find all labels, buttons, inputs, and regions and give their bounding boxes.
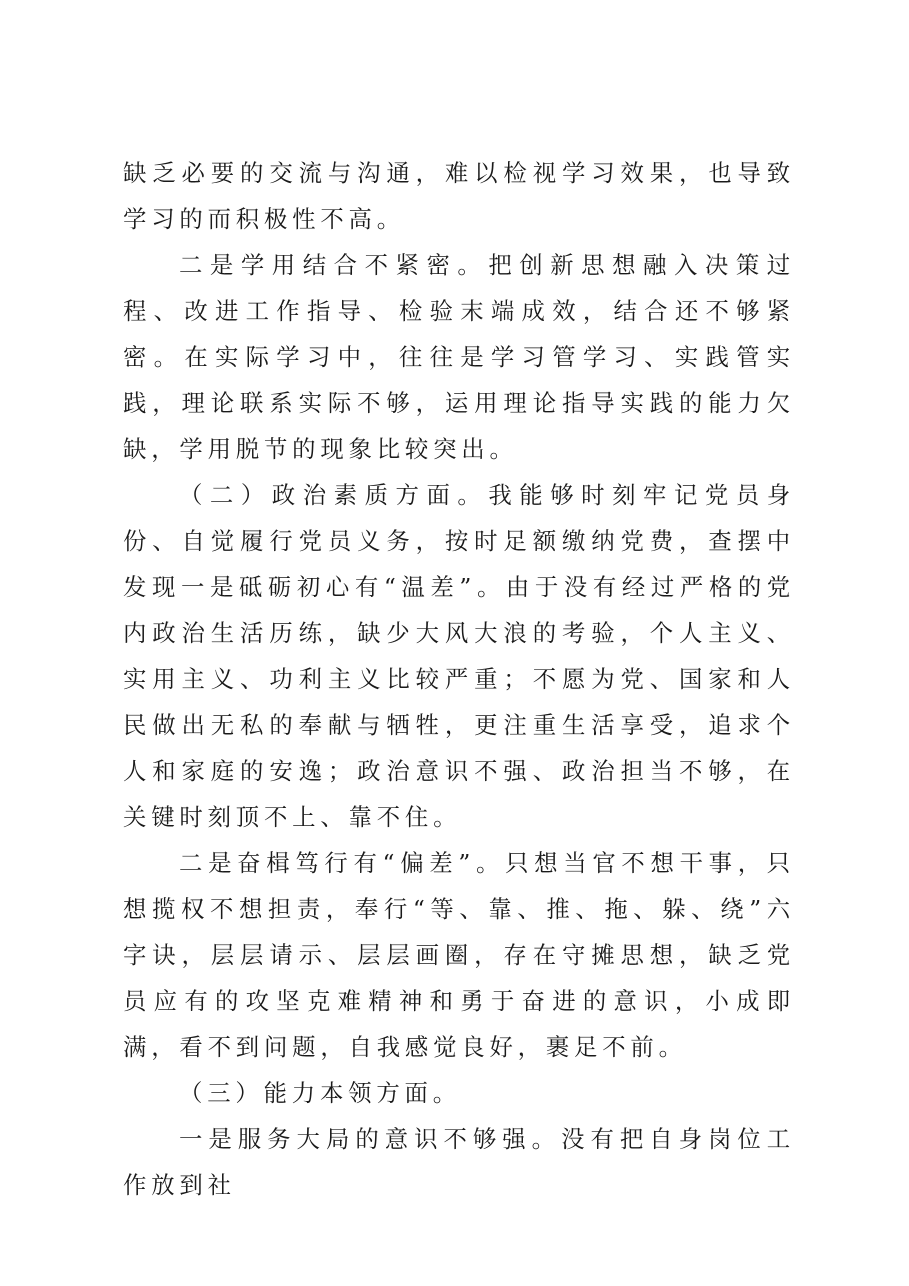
- paragraph-continuation: 缺乏必要的交流与沟通，难以检视学习效果，也导致学习的而积极性不高。: [123, 159, 795, 233]
- paragraph-political-quality: （二）政治素质方面。我能够时刻牢记党员身份、自觉履行党员义务，按时足额缴纳党费，查摆中发现一是砥砺初心有“温差”。由于没有经过严格的党内政治生活历练，缺少大风大浪的考验，个人主义、实用主义、功利主义比较严重；不愿为党、国家和人民做出无私的奉献与牺牲，更注重生活享受，追求个人和家庭的安逸；政治意识不强、政治担当不够，在关键时刻顶不上、靠不住。: [123, 481, 795, 831]
- paragraph-striving-deviation: 二是奋楫笃行有“偏差”。只想当官不想干事，只想揽权不想担责，奉行“等、靠、推、拖、躲、绕”六字诀，层层请示、层层画圈，存在守摊思想，缺乏党员应有的攻坚克难精神和勇于奋进的意识，小成即满，看不到问题，自我感觉良好，裹足不前。: [123, 849, 795, 1061]
- document-body: [123, 150, 795, 1208]
- paragraph-service-awareness: 一是服务大局的意识不够强。没有把自身岗位工作放到社: [123, 1125, 795, 1199]
- section-heading-ability: （三）能力本领方面。: [179, 1079, 461, 1107]
- paragraph-study-application: 二是学用结合不紧密。把创新思想融入决策过程、改进工作指导、检验末端成效，结合还不够紧密。在实际学习中，往往是学习管学习、实践管实践，理论联系实际不够，运用理论指导实践的能力欠缺，学用脱节的现象比较突出。: [123, 251, 795, 463]
